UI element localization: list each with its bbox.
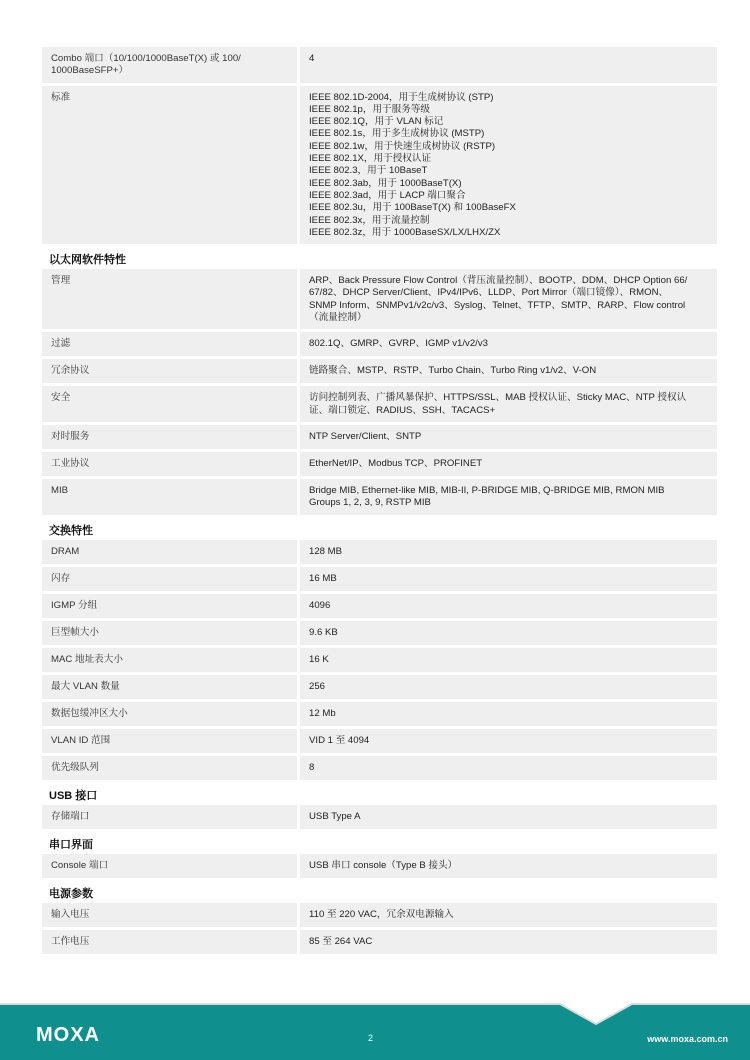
spec-row (42, 332, 717, 356)
spec-row (42, 452, 717, 476)
spec-label: 对时服务 (42, 425, 297, 449)
spec-row (42, 930, 717, 954)
spec-row (42, 756, 717, 780)
spec-content (42, 47, 717, 957)
spec-value (300, 621, 717, 645)
spec-section (42, 881, 717, 954)
spec-row (42, 675, 717, 699)
section-title: 以太网软件特性 (49, 254, 126, 267)
spec-row (42, 386, 717, 422)
spec-row (42, 729, 717, 753)
spec-label: 工业协议 (42, 452, 297, 476)
spec-row (42, 47, 717, 83)
spec-value-line: IEEE 802.3ab，用于 1000BaseT(X) (309, 177, 462, 189)
spec-value-line: IEEE 802.3x，用于流量控制 (309, 214, 430, 226)
spec-label: Console 端口 (42, 854, 297, 878)
spec-label: DRAM (42, 540, 297, 564)
spec-value (300, 854, 717, 878)
spec-value-line: IEEE 802.3z，用于 1000BaseSX/LX/LHX/ZX (309, 226, 501, 238)
spec-value (300, 359, 717, 383)
spec-label: Combo 端口（10/100/1000BaseT(X) 或 100/ 1000BaseSFP+） (42, 47, 297, 83)
spec-value (300, 425, 717, 449)
spec-value (300, 648, 717, 672)
spec-value-line: 链路聚合、MSTP、RSTP、Turbo Chain、Turbo Ring v1/v2、V-ON (309, 365, 597, 377)
spec-value-line: 16 MB (309, 572, 337, 584)
spec-row (42, 702, 717, 726)
spec-value-line: IEEE 802.1p，用于服务等级 (309, 103, 431, 115)
spec-value (300, 729, 717, 753)
spec-label: 闪存 (42, 567, 297, 591)
spec-value (300, 702, 717, 726)
spec-label: 过滤 (42, 332, 297, 356)
spec-value-line: EtherNet/IP、Modbus TCP、PROFINET (309, 457, 483, 469)
spec-section (42, 247, 717, 514)
spec-value-line: （流量控制） (309, 312, 367, 324)
spec-value-line: IEEE 802.3u，用于 100BaseT(X) 和 100BaseFX (309, 202, 516, 214)
page-number: 2 (368, 1033, 374, 1043)
spec-label: MAC 地址表大小 (42, 648, 297, 672)
spec-label: 工作电压 (42, 930, 297, 954)
section-title: USB 接口 (49, 789, 98, 802)
spec-value (300, 479, 717, 515)
spec-value-line: IEEE 802.1w，用于快速生成树协议 (RSTP) (309, 140, 496, 152)
spec-row (42, 86, 717, 245)
spec-row (42, 805, 717, 829)
spec-label: 最大 VLAN 数量 (42, 675, 297, 699)
spec-value (300, 540, 717, 564)
spec-value (300, 269, 717, 329)
section-title: 交换特性 (49, 524, 93, 537)
spec-row (42, 359, 717, 383)
spec-value-line: 85 至 264 VAC (309, 935, 373, 947)
spec-value-line: USB Type A (309, 810, 361, 822)
spec-value (300, 86, 717, 245)
spec-value (300, 386, 717, 422)
spec-label: 巨型帧大小 (42, 621, 297, 645)
spec-value-line: 4096 (309, 599, 331, 611)
spec-row (42, 540, 717, 564)
spec-label: VLAN ID 范围 (42, 729, 297, 753)
spec-row (42, 621, 717, 645)
spec-value-line: 110 至 220 VAC，冗余双电源输入 (309, 908, 454, 920)
spec-value-line: IEEE 802.1s，用于多生成树协议 (MSTP) (309, 128, 485, 140)
spec-label: 数据包缓冲区大小 (42, 702, 297, 726)
spec-value-line: 证、端口锁定、RADIUS、SSH、TACACS+ (309, 404, 496, 416)
spec-value-line: IEEE 802.3，用于 10BaseT (309, 165, 428, 177)
section-title: 电源参数 (49, 887, 93, 900)
spec-section (42, 47, 717, 244)
website-link[interactable]: www.moxa.com.cn (647, 1034, 728, 1044)
spec-value-line: 12 Mb (309, 707, 336, 719)
spec-label: MIB (42, 479, 297, 515)
spec-row (42, 648, 717, 672)
spec-value-line: IEEE 802.1D-2004，用于生成树协议 (STP) (309, 91, 494, 103)
spec-value (300, 567, 717, 591)
spec-value-line: 256 (309, 680, 326, 692)
spec-value-line: Groups 1, 2, 3, 9, RSTP MIB (309, 497, 431, 509)
spec-section (42, 518, 717, 780)
spec-row (42, 479, 717, 515)
spec-row (42, 594, 717, 618)
spec-value-line: 128 MB (309, 545, 343, 557)
spec-label: 标准 (42, 86, 297, 245)
spec-value-line: NTP Server/Client、SNTP (309, 430, 422, 442)
spec-row (42, 567, 717, 591)
spec-value-line: Bridge MIB, Ethernet-like MIB, MIB-II, P-BRIDGE MIB, Q-BRIDGE MIB, RMON MIB (309, 484, 665, 496)
spec-value-line: IEEE 802.1X，用于授权认证 (309, 153, 432, 165)
spec-value (300, 452, 717, 476)
spec-value (300, 756, 717, 780)
spec-label: 存储端口 (42, 805, 297, 829)
spec-label: 管理 (42, 269, 297, 329)
page-footer (0, 1003, 750, 1060)
footer-band (0, 1003, 750, 1060)
spec-value (300, 47, 717, 83)
section-title: 串口界面 (49, 838, 93, 851)
spec-value-line: IEEE 802.3ad，用于 LACP 端口聚合 (309, 189, 466, 201)
spec-row (42, 269, 717, 329)
spec-value-line: 4 (309, 53, 315, 64)
spec-value (300, 930, 717, 954)
spec-label: 安全 (42, 386, 297, 422)
spec-label: 优先级队列 (42, 756, 297, 780)
spec-value-line: 访问控制列表、广播风暴保护、HTTPS/SSL、MAB 授权认证、Sticky MAC、NTP 授权认 (309, 392, 687, 404)
spec-value-line: USB 串口 console（Type B 接头） (309, 859, 458, 871)
spec-value (300, 805, 717, 829)
spec-value-line: 9.6 KB (309, 626, 338, 638)
spec-value (300, 594, 717, 618)
spec-value-line: IEEE 802.1Q，用于 VLAN 标记 (309, 116, 444, 128)
spec-value (300, 903, 717, 927)
spec-value-line: 67/82、DHCP Server/Client、IPv4/IPv6、LLDP、Port Mirror（端口镜像）、RMON、 (309, 287, 669, 299)
spec-value-line: 16 K (309, 653, 329, 665)
spec-section (42, 832, 717, 878)
spec-value-line: 802.1Q、GMRP、GVRP、IGMP v1/v2/v3 (309, 338, 488, 350)
moxa-logo[interactable]: MOXA (36, 1024, 100, 1046)
spec-section (42, 783, 717, 829)
spec-row (42, 854, 717, 878)
spec-value-line: 8 (309, 761, 315, 773)
spec-label: 输入电压 (42, 903, 297, 927)
spec-label: IGMP 分组 (42, 594, 297, 618)
spec-value (300, 332, 717, 356)
spec-label: 冗余协议 (42, 359, 297, 383)
spec-row (42, 425, 717, 449)
spec-value-line: SNMP Inform、SNMPv1/v2c/v3、Syslog、Telnet、TFTP、SMTP、RARP、Flow control (309, 299, 686, 311)
spec-value-line: ARP、Back Pressure Flow Control（背压流量控制）、BOOTP、DDM、DHCP Option 66/ (309, 275, 688, 287)
spec-value-line: VID 1 至 4094 (309, 734, 370, 746)
spec-row (42, 903, 717, 927)
spec-value (300, 675, 717, 699)
